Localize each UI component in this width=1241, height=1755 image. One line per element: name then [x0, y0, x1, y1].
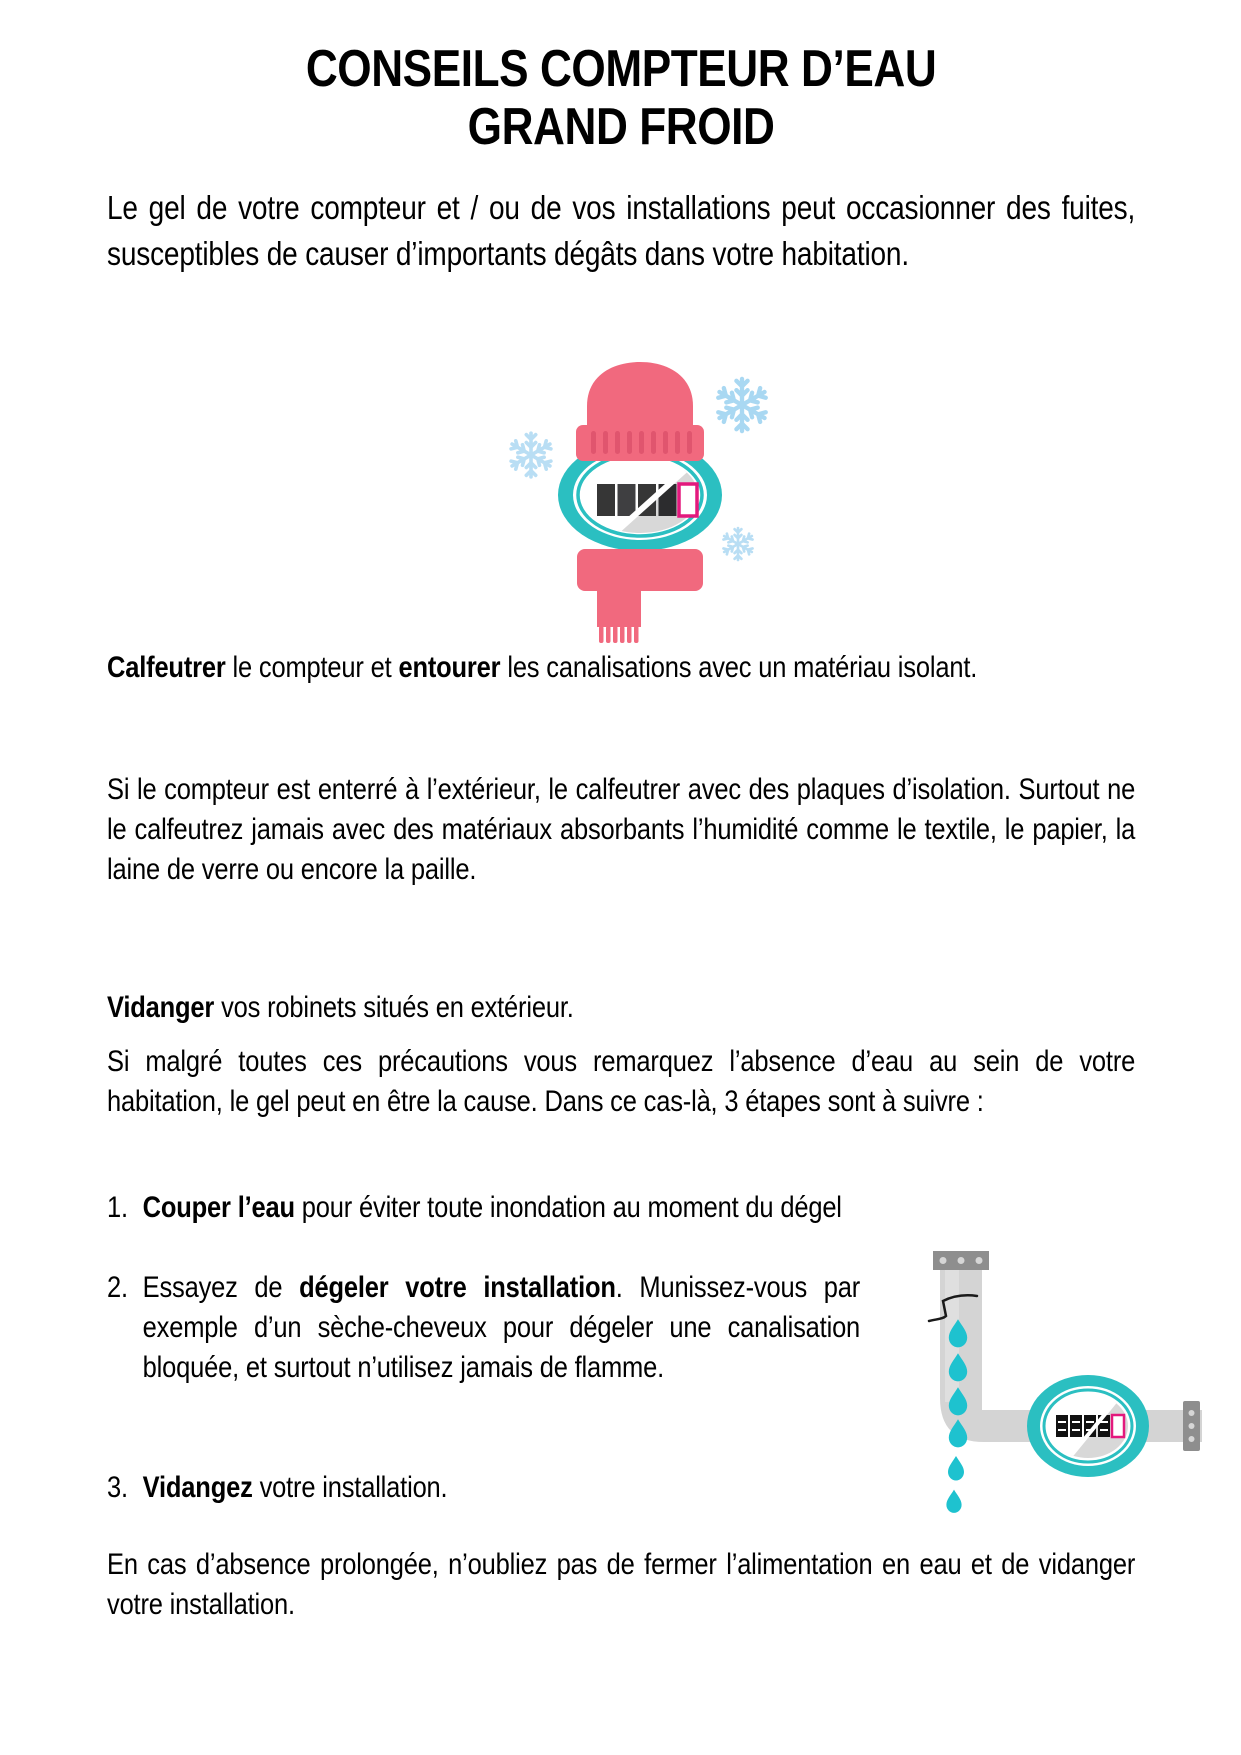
- page-title: [107, 40, 1135, 156]
- bolt-icon: [1189, 1423, 1195, 1429]
- list-item-step-2: [107, 1268, 860, 1388]
- bold-entourer: entourer: [398, 651, 501, 684]
- page-title-line-1: CONSEILS COMPTEUR D’EAU: [305, 40, 937, 98]
- paragraph-calfeutrer: [107, 648, 1135, 688]
- digit-box: [1070, 1415, 1082, 1437]
- step-number: 1.: [107, 1191, 128, 1224]
- digit-box-red: [679, 484, 697, 516]
- step-number: 2.: [107, 1271, 128, 1304]
- water-meter-body: [1027, 1375, 1149, 1477]
- bolt-icon: [1189, 1436, 1195, 1442]
- digit-box-red: [1112, 1415, 1124, 1437]
- bolt-icon: [1189, 1410, 1195, 1416]
- paragraph-closing: En cas d’absence prolongée, n’oubliez pas de fermer l’alimentation en eau et de vidanger votre installation.: [107, 1548, 1136, 1621]
- bolt-icon: [958, 1257, 965, 1264]
- hat-dome: [587, 362, 693, 434]
- snowflake-icon: [510, 433, 553, 477]
- step-number: 3.: [107, 1471, 128, 1504]
- digit-box: [597, 484, 615, 516]
- list-item-step-3: [107, 1468, 1171, 1508]
- bold-vidanger: Vidanger: [107, 991, 215, 1024]
- bolt-icon: [976, 1257, 983, 1264]
- paragraph-gel: Si malgré toutes ces précautions vous remarquez l’absence d’eau au sein de votre habitation, le gel peut en être la cause. Dans ce cas-là, 3 étapes sont à suivre :: [107, 1045, 1136, 1118]
- bold-vidangez: Vidangez: [142, 1471, 253, 1504]
- bold-calfeutrer: Calfeutrer: [107, 651, 226, 684]
- scarf-band: [577, 549, 703, 591]
- text-run: les canalisations avec un matériau isolant.: [500, 651, 978, 684]
- digit-box: [618, 484, 636, 516]
- snowflake-icon: [717, 379, 768, 431]
- text-run: Essayez de: [142, 1271, 300, 1304]
- bold-couper-eau: Couper l’eau: [142, 1191, 295, 1224]
- scarf-tail: [597, 589, 641, 627]
- paragraph-vidanger: [107, 988, 1135, 1028]
- beanie-hat-icon: [576, 362, 704, 461]
- digit-box: [1056, 1415, 1068, 1437]
- frozen-meter-illustration: [488, 348, 798, 653]
- paragraph-enterre: Si le compteur est enterré à l’extérieur, le calfeutrer avec des plaques d’isolation. Surtout ne le calfeutrez jamais avec des matériaux absorbants l’humidité comme le textile, le papier, la laine de verre ou encore la paille.: [107, 773, 1136, 886]
- hat-band-stripes: [591, 431, 692, 454]
- page-title-line-2: GRAND FROID: [467, 98, 775, 156]
- bolt-icon: [940, 1257, 947, 1264]
- scarf-fringe: [599, 626, 639, 643]
- snowflake-icon: [722, 528, 753, 560]
- text-run: le compteur et: [225, 651, 399, 684]
- bold-degeler: dégeler votre installation: [299, 1271, 616, 1304]
- list-item-step-1: [107, 1188, 1171, 1228]
- text-run: pour éviter toute inondation au moment du dégel: [294, 1191, 842, 1224]
- intro-paragraph: Le gel de votre compteur et / ou de vos installations peut occasionner des fuites, susceptibles de causer d’importants dégâts dans votre habitation.: [107, 189, 1136, 272]
- text-run: . Munissez-vous par exemple d’un sèche-cheveux pour dégeler une canalisation bloquée, et surtout n’utilisez jamais de flamme.: [142, 1271, 861, 1384]
- text-run: vos robinets situés en extérieur.: [214, 991, 574, 1024]
- scarf-icon: [577, 549, 703, 643]
- text-run: votre installation.: [252, 1471, 448, 1504]
